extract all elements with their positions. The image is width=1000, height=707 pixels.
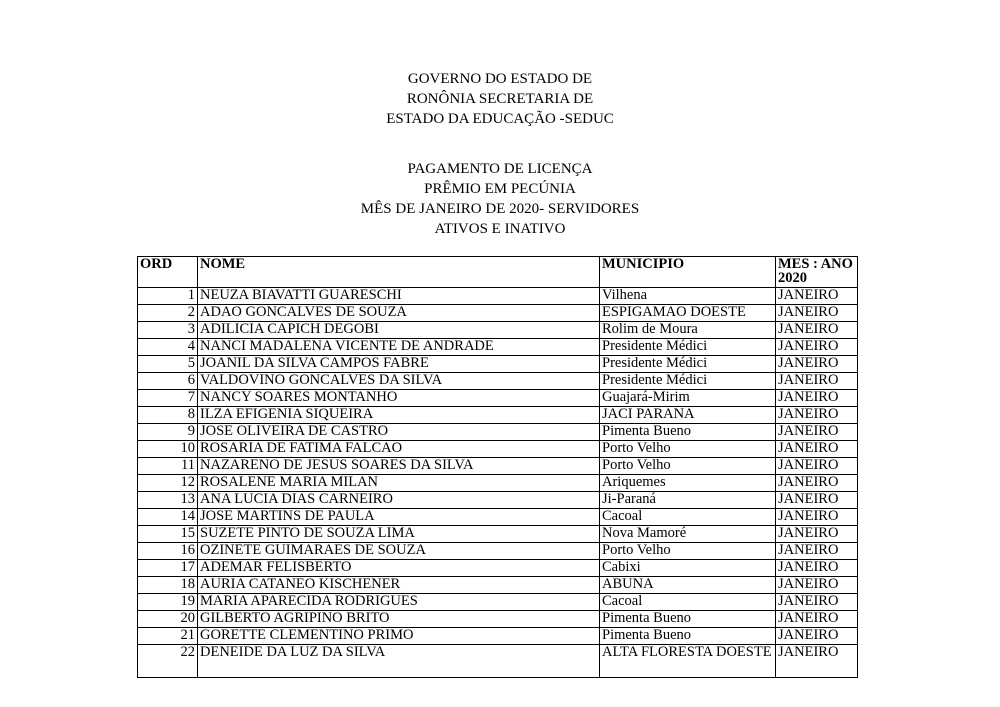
table-row (138, 492, 858, 509)
table-row (138, 288, 858, 305)
cell-nome: MARIA APARECIDA RODRIGUES (198, 594, 600, 611)
cell-ord: 13 (138, 492, 198, 509)
table-row (138, 356, 858, 373)
cell-ord: 8 (138, 407, 198, 424)
cell-nome: JOANIL DA SILVA CAMPOS FABRE (198, 356, 600, 373)
cell-ord: 15 (138, 526, 198, 543)
cell-nome: ROSALENE MARIA MILAN (198, 475, 600, 492)
cell-mes: JANEIRO (776, 509, 858, 526)
table-row (138, 322, 858, 339)
cell-municipio: Presidente Médici (600, 356, 776, 373)
cell-municipio: Presidente Médici (600, 339, 776, 356)
table-row (138, 594, 858, 611)
cell-nome: ROSARIA DE FATIMA FALCAO (198, 441, 600, 458)
cell-mes: JANEIRO (776, 543, 858, 560)
cell-nome: GILBERTO AGRIPINO BRITO (198, 611, 600, 628)
cell-ord: 17 (138, 560, 198, 577)
document-title-line: MÊS DE JANEIRO DE 2020- SERVIDORES (360, 201, 640, 217)
cell-nome: JOSE MARTINS DE PAULA (198, 509, 600, 526)
cell-mes: JANEIRO (776, 288, 858, 305)
cell-mes: JANEIRO (776, 407, 858, 424)
document-title-line: PAGAMENTO DE LICENÇA (407, 161, 593, 177)
table-row (138, 390, 858, 407)
table-row (138, 305, 858, 322)
cell-mes: JANEIRO (776, 305, 858, 322)
cell-mes: JANEIRO (776, 645, 858, 678)
cell-mes: JANEIRO (776, 526, 858, 543)
government-header-line: RONÔNIA SECRETARIA DE (406, 91, 594, 107)
column-header-ord: ORD (138, 257, 198, 288)
table-row (138, 475, 858, 492)
column-header-mes-ano: MES : ANO 2020 (776, 257, 858, 288)
cell-ord: 16 (138, 543, 198, 560)
table-row (138, 560, 858, 577)
cell-nome: ADEMAR FELISBERTO (198, 560, 600, 577)
cell-nome: ANA LUCIA DIAS CARNEIRO (198, 492, 600, 509)
cell-ord: 21 (138, 628, 198, 645)
document-title-line: ATIVOS E INATIVO (434, 221, 566, 237)
table-row (138, 458, 858, 475)
table-row (138, 424, 858, 441)
cell-municipio: Ji-Paraná (600, 492, 776, 509)
cell-ord: 14 (138, 509, 198, 526)
table-row (138, 526, 858, 543)
cell-municipio: Nova Mamoré (600, 526, 776, 543)
cell-nome: NEUZA BIAVATTI GUARESCHI (198, 288, 600, 305)
cell-mes: JANEIRO (776, 441, 858, 458)
cell-municipio: ALTA FLORESTA DOESTE (600, 645, 776, 678)
government-header (0, 69, 1000, 129)
cell-municipio: Pimenta Bueno (600, 611, 776, 628)
cell-municipio: ESPIGAMAO DOESTE (600, 305, 776, 322)
cell-nome: NANCI MADALENA VICENTE DE ANDRADE (198, 339, 600, 356)
cell-ord: 3 (138, 322, 198, 339)
cell-ord: 10 (138, 441, 198, 458)
cell-ord: 20 (138, 611, 198, 628)
cell-mes: JANEIRO (776, 322, 858, 339)
cell-municipio: Ariquemes (600, 475, 776, 492)
cell-ord: 6 (138, 373, 198, 390)
table-row (138, 577, 858, 594)
cell-municipio: Cacoal (600, 509, 776, 526)
cell-ord: 18 (138, 577, 198, 594)
column-header-nome: NOME (198, 257, 600, 288)
table-row (138, 509, 858, 526)
cell-municipio: Vilhena (600, 288, 776, 305)
cell-mes: JANEIRO (776, 339, 858, 356)
document-title (0, 159, 1000, 239)
cell-municipio: Porto Velho (600, 458, 776, 475)
cell-mes: JANEIRO (776, 492, 858, 509)
cell-municipio: Pimenta Bueno (600, 628, 776, 645)
table-row (138, 339, 858, 356)
cell-mes: JANEIRO (776, 356, 858, 373)
cell-municipio: ABUNA (600, 577, 776, 594)
cell-mes: JANEIRO (776, 577, 858, 594)
cell-ord: 5 (138, 356, 198, 373)
cell-municipio: Guajará-Mirim (600, 390, 776, 407)
cell-mes: JANEIRO (776, 594, 858, 611)
table-row (138, 441, 858, 458)
cell-mes: JANEIRO (776, 560, 858, 577)
cell-nome: VALDOVINO GONCALVES DA SILVA (198, 373, 600, 390)
table-row (138, 611, 858, 628)
cell-mes: JANEIRO (776, 390, 858, 407)
column-header-municipio: MUNICIPIO (600, 257, 776, 288)
cell-nome: NAZARENO DE JESUS SOARES DA SILVA (198, 458, 600, 475)
cell-nome: GORETTE CLEMENTINO PRIMO (198, 628, 600, 645)
cell-nome: ADILICIA CAPICH DEGOBI (198, 322, 600, 339)
cell-ord: 11 (138, 458, 198, 475)
cell-mes: JANEIRO (776, 424, 858, 441)
cell-nome: ILZA EFIGENIA SIQUEIRA (198, 407, 600, 424)
cell-ord: 22 (138, 645, 198, 678)
cell-ord: 1 (138, 288, 198, 305)
government-header-line: ESTADO DA EDUCAÇÃO -SEDUC (386, 111, 614, 127)
cell-ord: 12 (138, 475, 198, 492)
cell-municipio: Cacoal (600, 594, 776, 611)
cell-municipio: Cabixi (600, 560, 776, 577)
table-header-row (138, 257, 858, 288)
cell-mes: JANEIRO (776, 611, 858, 628)
cell-municipio: Porto Velho (600, 441, 776, 458)
cell-nome: NANCY SOARES MONTANHO (198, 390, 600, 407)
cell-ord: 19 (138, 594, 198, 611)
cell-municipio: Presidente Médici (600, 373, 776, 390)
cell-ord: 4 (138, 339, 198, 356)
cell-ord: 7 (138, 390, 198, 407)
cell-nome: DENEIDE DA LUZ DA SILVA (198, 645, 600, 678)
cell-nome: OZINETE GUIMARAES DE SOUZA (198, 543, 600, 560)
cell-municipio: Porto Velho (600, 543, 776, 560)
cell-municipio: Pimenta Bueno (600, 424, 776, 441)
table-row (138, 543, 858, 560)
table-row (138, 628, 858, 645)
document-title-line: PRÊMIO EM PECÚNIA (424, 181, 576, 197)
cell-mes: JANEIRO (776, 628, 858, 645)
cell-mes: JANEIRO (776, 373, 858, 390)
cell-mes: JANEIRO (776, 458, 858, 475)
employee-table (137, 256, 858, 678)
government-header-line: GOVERNO DO ESTADO DE (407, 71, 593, 87)
table-row (138, 645, 858, 678)
cell-municipio: JACI PARANA (600, 407, 776, 424)
cell-nome: JOSE OLIVEIRA DE CASTRO (198, 424, 600, 441)
cell-ord: 2 (138, 305, 198, 322)
cell-municipio: Rolim de Moura (600, 322, 776, 339)
table-body (138, 288, 858, 678)
cell-nome: AURIA CATANEO KISCHENER (198, 577, 600, 594)
cell-ord: 9 (138, 424, 198, 441)
cell-nome: SUZETE PINTO DE SOUZA LIMA (198, 526, 600, 543)
cell-mes: JANEIRO (776, 475, 858, 492)
table-row (138, 373, 858, 390)
cell-nome: ADAO GONCALVES DE SOUZA (198, 305, 600, 322)
table-row (138, 407, 858, 424)
